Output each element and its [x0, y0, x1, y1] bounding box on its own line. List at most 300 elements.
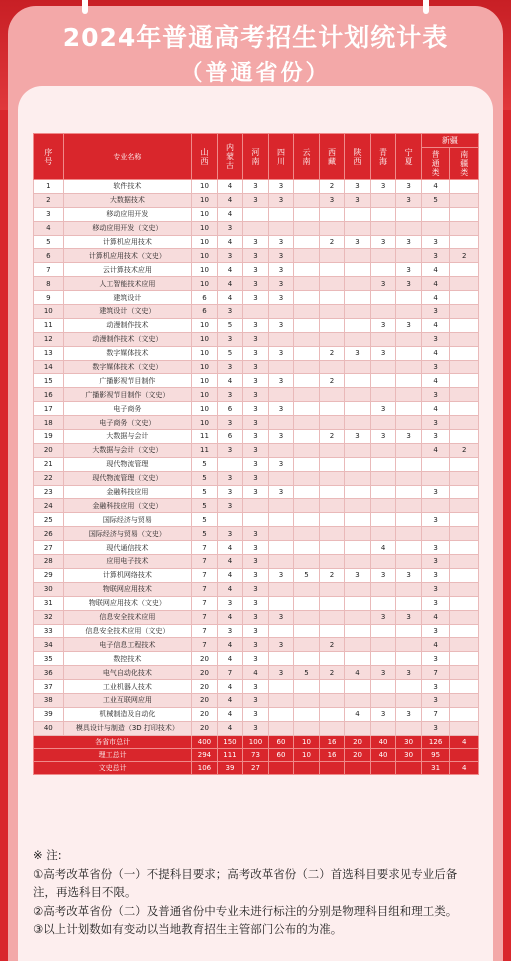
quota-cell [421, 499, 450, 513]
quota-cell [396, 693, 422, 707]
quota-cell [319, 527, 345, 541]
total-label: 各省市总计 [34, 735, 192, 748]
total-cell: 60 [268, 748, 294, 761]
quota-cell [294, 430, 320, 444]
quota-cell: 3 [268, 291, 294, 305]
quota-cell [396, 443, 422, 457]
quota-cell [294, 291, 320, 305]
row-number: 33 [34, 624, 64, 638]
quota-cell [450, 527, 479, 541]
quota-cell: 4 [421, 291, 450, 305]
quota-cell [450, 346, 479, 360]
header-province: 四川 [268, 134, 294, 180]
table-row [34, 360, 479, 374]
row-number: 30 [34, 582, 64, 596]
quota-cell [319, 457, 345, 471]
quota-cell [370, 693, 396, 707]
major-name: 现代物流管理 [63, 457, 192, 471]
total-cell: 60 [268, 735, 294, 748]
quota-cell [345, 485, 371, 499]
major-name: 数控技术 [63, 652, 192, 666]
major-name: 建筑设计 [63, 291, 192, 305]
quota-cell: 3 [217, 596, 243, 610]
major-name: 电子商务（文史） [63, 416, 192, 430]
total-cell: 294 [192, 748, 218, 761]
quota-cell: 4 [217, 180, 243, 194]
major-name: 应用电子技术 [63, 555, 192, 569]
quota-cell [450, 291, 479, 305]
quota-cell: 3 [268, 568, 294, 582]
quota-cell [370, 221, 396, 235]
quota-cell [319, 555, 345, 569]
quota-cell [345, 374, 371, 388]
quota-cell: 3 [243, 388, 269, 402]
quota-cell: 3 [243, 721, 269, 735]
row-number: 19 [34, 430, 64, 444]
quota-cell: 4 [217, 568, 243, 582]
quota-cell: 3 [217, 221, 243, 235]
quota-cell [396, 360, 422, 374]
quota-cell [268, 582, 294, 596]
total-cell [268, 762, 294, 775]
table-row [34, 402, 479, 416]
total-cell: 10 [294, 748, 320, 761]
quota-cell: 3 [396, 610, 422, 624]
quota-cell: 3 [421, 596, 450, 610]
quota-cell [450, 430, 479, 444]
row-number: 9 [34, 291, 64, 305]
quota-cell: 3 [217, 499, 243, 513]
quota-cell: 10 [192, 263, 218, 277]
quota-cell [345, 402, 371, 416]
quota-cell [345, 499, 371, 513]
quota-cell: 20 [192, 680, 218, 694]
quota-cell [370, 291, 396, 305]
total-cell: 73 [243, 748, 269, 761]
quota-cell [450, 318, 479, 332]
quota-cell [345, 332, 371, 346]
quota-cell [319, 680, 345, 694]
quota-cell [294, 610, 320, 624]
quota-cell: 20 [192, 693, 218, 707]
total-label: 理工总计 [34, 748, 192, 761]
quota-cell: 3 [396, 235, 422, 249]
quota-cell [396, 652, 422, 666]
header-province: 山西 [192, 134, 218, 180]
quota-cell [396, 680, 422, 694]
quota-cell [345, 513, 371, 527]
row-number: 32 [34, 610, 64, 624]
total-cell: 106 [192, 762, 218, 775]
quota-cell [450, 402, 479, 416]
quota-cell [294, 707, 320, 721]
total-cell: 126 [421, 735, 450, 748]
quota-cell: 3 [345, 180, 371, 194]
total-cell [370, 762, 396, 775]
quota-cell: 7 [421, 707, 450, 721]
quota-cell: 11 [192, 443, 218, 457]
quota-cell: 3 [345, 346, 371, 360]
quota-cell: 4 [217, 693, 243, 707]
quota-cell [370, 582, 396, 596]
row-number: 11 [34, 318, 64, 332]
quota-cell [396, 485, 422, 499]
table-row [34, 318, 479, 332]
quota-cell [396, 249, 422, 263]
quota-cell [370, 360, 396, 374]
total-cell: 31 [421, 762, 450, 775]
total-label: 文史总计 [34, 762, 192, 775]
table-row [34, 291, 479, 305]
quota-cell: 3 [217, 388, 243, 402]
page-subtitle: （普通省份） [180, 61, 331, 86]
quota-cell: 10 [192, 180, 218, 194]
major-name: 国际经济与贸易（文史） [63, 527, 192, 541]
quota-cell [396, 471, 422, 485]
quota-cell: 7 [192, 596, 218, 610]
total-cell: 100 [243, 735, 269, 748]
quota-cell: 3 [345, 430, 371, 444]
major-name: 云计算技术应用 [63, 263, 192, 277]
quota-cell [319, 207, 345, 221]
quota-cell: 3 [396, 263, 422, 277]
table-row [34, 499, 479, 513]
quota-cell [345, 360, 371, 374]
major-name: 工业互联网应用 [63, 693, 192, 707]
quota-cell: 4 [217, 680, 243, 694]
quota-cell: 10 [192, 332, 218, 346]
quota-cell: 5 [217, 346, 243, 360]
table-row [34, 555, 479, 569]
quota-cell [268, 721, 294, 735]
quota-cell [319, 499, 345, 513]
quota-cell [319, 318, 345, 332]
quota-cell: 5 [192, 485, 218, 499]
quota-cell: 3 [243, 457, 269, 471]
quota-cell: 20 [192, 707, 218, 721]
quota-cell [268, 707, 294, 721]
quota-cell [319, 332, 345, 346]
total-cell: 27 [243, 762, 269, 775]
table-row [34, 332, 479, 346]
quota-cell [345, 443, 371, 457]
quota-cell [370, 471, 396, 485]
quota-cell: 3 [268, 193, 294, 207]
quota-cell [370, 624, 396, 638]
quota-cell [294, 235, 320, 249]
quota-cell [396, 402, 422, 416]
quota-cell [319, 693, 345, 707]
quota-cell [370, 527, 396, 541]
quota-cell: 3 [243, 318, 269, 332]
quota-cell [450, 721, 479, 735]
quota-cell: 4 [217, 652, 243, 666]
header-province: 内蒙古 [217, 134, 243, 180]
quota-cell: 2 [319, 430, 345, 444]
quota-cell: 7 [421, 666, 450, 680]
total-row [34, 762, 479, 775]
quota-cell [450, 332, 479, 346]
quota-cell [294, 416, 320, 430]
quota-cell: 20 [192, 652, 218, 666]
quota-cell: 2 [319, 235, 345, 249]
total-cell: 400 [192, 735, 218, 748]
row-number: 13 [34, 346, 64, 360]
quota-cell [345, 471, 371, 485]
quota-cell [294, 443, 320, 457]
quota-cell: 3 [370, 568, 396, 582]
quota-cell: 4 [217, 235, 243, 249]
quota-cell: 4 [217, 291, 243, 305]
quota-cell [319, 388, 345, 402]
table-row [34, 277, 479, 291]
quota-cell: 3 [370, 318, 396, 332]
quota-cell [319, 416, 345, 430]
major-name: 金融科技应用（文史） [63, 499, 192, 513]
quota-cell [345, 693, 371, 707]
quota-cell [450, 638, 479, 652]
quota-cell [268, 513, 294, 527]
quota-cell: 3 [421, 360, 450, 374]
quota-cell [370, 193, 396, 207]
quota-cell: 3 [345, 193, 371, 207]
row-number: 22 [34, 471, 64, 485]
major-name: 信息安全技术应用 [63, 610, 192, 624]
quota-cell: 6 [217, 402, 243, 416]
table-row [34, 638, 479, 652]
quota-cell: 2 [319, 346, 345, 360]
table-row [34, 457, 479, 471]
quota-cell [450, 416, 479, 430]
quota-cell: 3 [268, 263, 294, 277]
header-province: 河南 [243, 134, 269, 180]
quota-cell: 3 [370, 430, 396, 444]
note-item: ①高考改革省份（一）不提科目要求；高考改革省份（二）首选科目要求见专业后备注，再选科目不限。 [33, 866, 458, 899]
quota-cell: 2 [319, 180, 345, 194]
quota-cell [319, 721, 345, 735]
quota-cell: 6 [192, 305, 218, 319]
quota-cell: 10 [192, 277, 218, 291]
quota-cell: 4 [421, 346, 450, 360]
quota-cell: 10 [192, 402, 218, 416]
quota-cell: 4 [217, 277, 243, 291]
quota-cell: 3 [243, 249, 269, 263]
quota-cell [396, 513, 422, 527]
quota-cell: 4 [421, 318, 450, 332]
quota-cell [268, 416, 294, 430]
quota-cell [370, 652, 396, 666]
quota-cell [450, 360, 479, 374]
quota-cell: 3 [421, 249, 450, 263]
quota-cell: 3 [268, 638, 294, 652]
quota-cell: 3 [396, 707, 422, 721]
table-row [34, 305, 479, 319]
quota-cell [450, 305, 479, 319]
quota-cell [294, 221, 320, 235]
quota-cell: 2 [319, 638, 345, 652]
quota-cell [345, 638, 371, 652]
table-row [34, 221, 479, 235]
quota-cell: 3 [243, 416, 269, 430]
total-cell: 40 [370, 748, 396, 761]
major-name: 国际经济与贸易 [63, 513, 192, 527]
total-cell: 16 [319, 748, 345, 761]
quota-cell: 3 [268, 610, 294, 624]
quota-cell: 2 [319, 568, 345, 582]
quota-cell [396, 207, 422, 221]
quota-cell [319, 541, 345, 555]
quota-cell: 10 [192, 207, 218, 221]
quota-cell [345, 221, 371, 235]
quota-cell [294, 346, 320, 360]
quota-cell [268, 332, 294, 346]
quota-cell [421, 457, 450, 471]
quota-cell: 3 [396, 193, 422, 207]
quota-cell [345, 457, 371, 471]
quota-cell: 3 [243, 332, 269, 346]
quota-cell [319, 360, 345, 374]
quota-cell [319, 471, 345, 485]
row-number: 12 [34, 332, 64, 346]
row-number: 29 [34, 568, 64, 582]
quota-cell [396, 555, 422, 569]
quota-cell [370, 499, 396, 513]
quota-cell: 2 [450, 443, 479, 457]
quota-cell [370, 443, 396, 457]
total-cell: 4 [450, 762, 479, 775]
table-row [34, 652, 479, 666]
header-province: 西藏 [319, 134, 345, 180]
quota-cell: 3 [243, 235, 269, 249]
quota-cell [421, 221, 450, 235]
quota-cell: 4 [421, 610, 450, 624]
quota-cell: 3 [217, 485, 243, 499]
quota-cell: 20 [192, 666, 218, 680]
header-xinjiang: 新疆 [421, 134, 478, 148]
row-number: 28 [34, 555, 64, 569]
quota-cell [370, 721, 396, 735]
quota-cell: 3 [217, 249, 243, 263]
major-name: 机械制造及自动化 [63, 707, 192, 721]
table-row [34, 207, 479, 221]
quota-cell: 3 [243, 360, 269, 374]
quota-cell: 3 [396, 430, 422, 444]
major-name: 大数据技术 [63, 193, 192, 207]
major-name: 电子信息工程技术 [63, 638, 192, 652]
quota-cell [268, 527, 294, 541]
table-row [34, 430, 479, 444]
quota-cell [396, 624, 422, 638]
major-name: 移动应用开发（文史） [63, 221, 192, 235]
quota-cell [319, 249, 345, 263]
total-cell: 30 [396, 735, 422, 748]
quota-cell [294, 249, 320, 263]
quota-cell: 3 [421, 568, 450, 582]
row-number: 39 [34, 707, 64, 721]
quota-cell [268, 680, 294, 694]
quota-cell: 4 [217, 541, 243, 555]
quota-cell [268, 221, 294, 235]
table-row [34, 680, 479, 694]
quota-cell [396, 305, 422, 319]
quota-cell: 3 [421, 680, 450, 694]
table-row [34, 485, 479, 499]
quota-cell [396, 221, 422, 235]
quota-cell [319, 652, 345, 666]
header-major: 专业名称 [63, 134, 192, 180]
quota-cell: 10 [192, 221, 218, 235]
quota-cell: 3 [243, 680, 269, 694]
table-row [34, 666, 479, 680]
quota-cell [450, 374, 479, 388]
quota-cell [243, 207, 269, 221]
quota-cell: 4 [421, 638, 450, 652]
quota-cell: 10 [192, 249, 218, 263]
quota-cell: 3 [370, 235, 396, 249]
quota-cell [345, 610, 371, 624]
quota-cell: 4 [217, 610, 243, 624]
quota-cell [370, 249, 396, 263]
quota-cell [294, 374, 320, 388]
quota-cell [450, 221, 479, 235]
quota-cell: 3 [421, 235, 450, 249]
total-cell: 150 [217, 735, 243, 748]
quota-cell [294, 360, 320, 374]
table-row [34, 707, 479, 721]
quota-cell [319, 624, 345, 638]
quota-cell [294, 402, 320, 416]
header-xinjiang-south: 南疆类 [450, 148, 479, 180]
quota-cell [319, 582, 345, 596]
table-row [34, 568, 479, 582]
quota-cell: 3 [319, 193, 345, 207]
quota-cell: 3 [243, 638, 269, 652]
quota-cell [396, 346, 422, 360]
table-row [34, 416, 479, 430]
total-cell [450, 748, 479, 761]
quota-cell [294, 513, 320, 527]
quota-cell: 3 [243, 527, 269, 541]
total-cell: 39 [217, 762, 243, 775]
quota-cell [268, 305, 294, 319]
quota-cell [396, 721, 422, 735]
quota-cell: 4 [370, 541, 396, 555]
major-name: 计算机应用技术 [63, 235, 192, 249]
quota-cell [421, 527, 450, 541]
quota-cell: 4 [217, 193, 243, 207]
quota-cell: 3 [345, 568, 371, 582]
quota-cell: 3 [370, 707, 396, 721]
quota-cell: 3 [268, 249, 294, 263]
total-cell [319, 762, 345, 775]
quota-cell [370, 332, 396, 346]
quota-cell [370, 596, 396, 610]
quota-cell: 3 [243, 693, 269, 707]
major-name: 现代物流管理（文史） [63, 471, 192, 485]
quota-cell [345, 652, 371, 666]
quota-cell [294, 680, 320, 694]
quota-cell [345, 582, 371, 596]
quota-cell [268, 541, 294, 555]
quota-cell [268, 652, 294, 666]
quota-cell: 4 [421, 443, 450, 457]
row-number: 2 [34, 193, 64, 207]
quota-cell: 3 [243, 277, 269, 291]
quota-cell: 3 [243, 402, 269, 416]
quota-cell [294, 555, 320, 569]
quota-cell [319, 277, 345, 291]
quota-cell: 3 [243, 555, 269, 569]
